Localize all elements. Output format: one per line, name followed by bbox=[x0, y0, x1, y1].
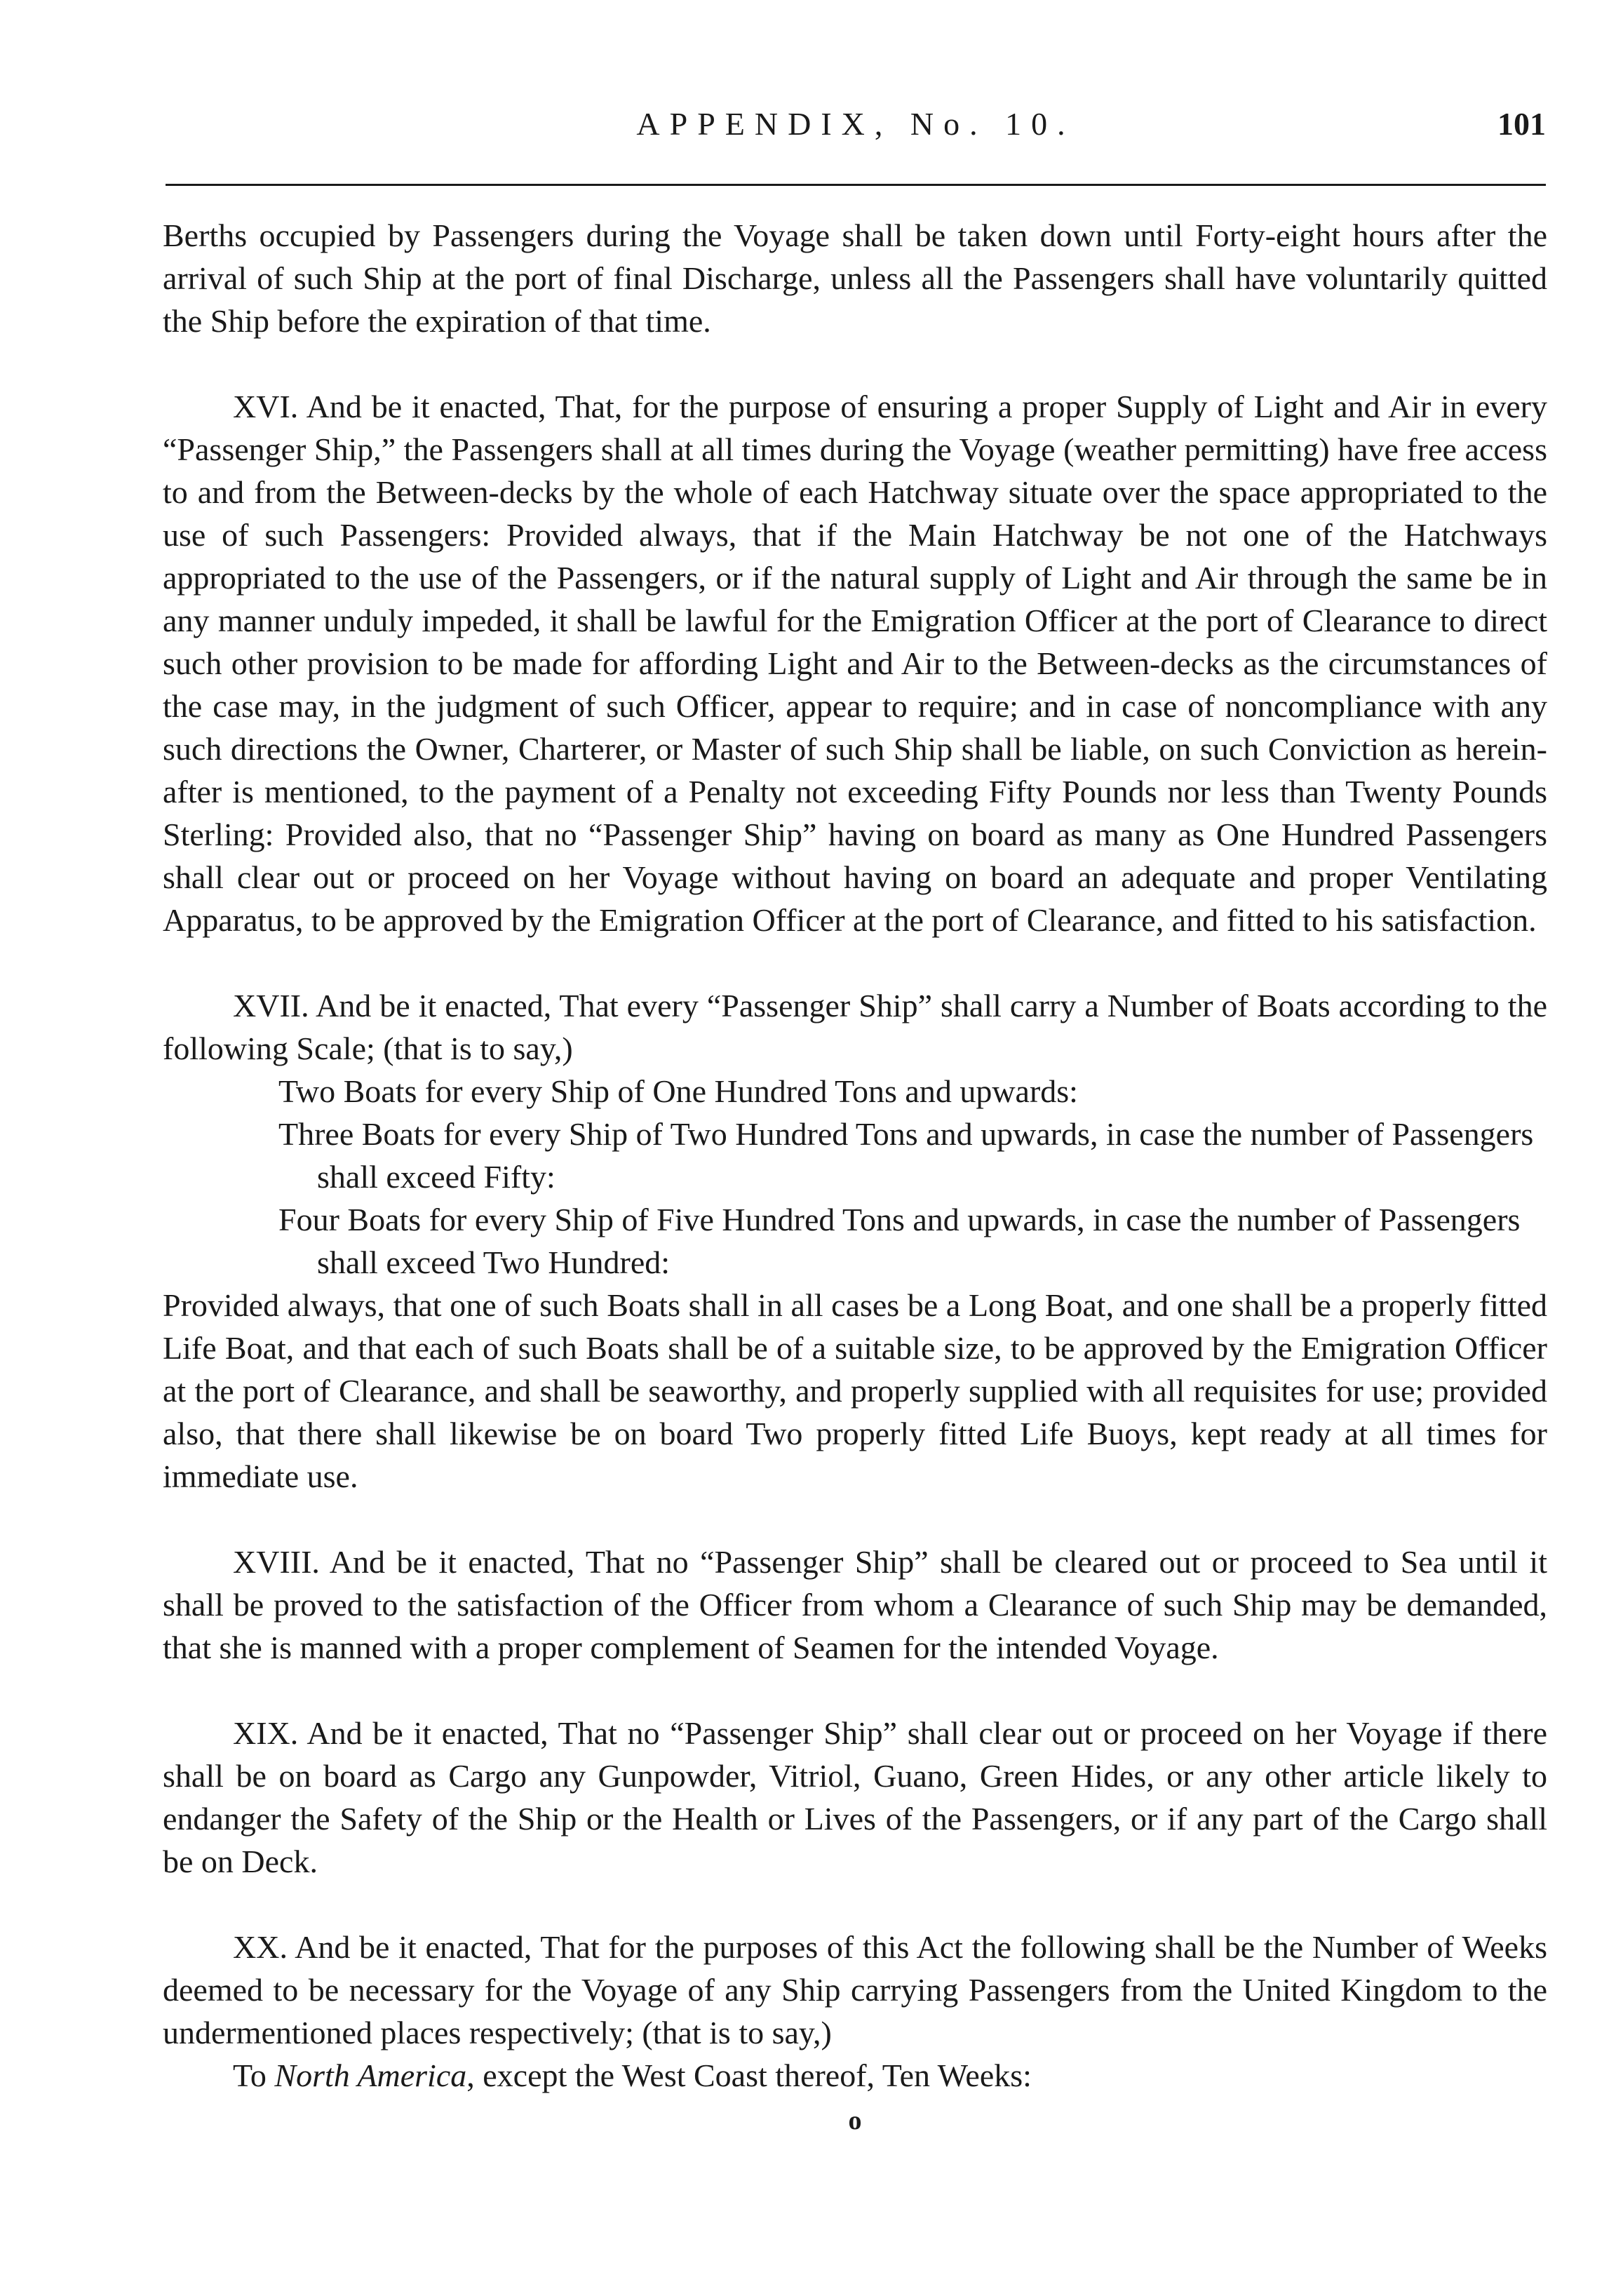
voyage-item-lead: To bbox=[233, 2057, 275, 2093]
page-header bbox=[166, 105, 1546, 154]
section-xix: XIX. And be it enacted, That no “Passenger Ship” shall clear out or proceed on her Voyage if there shall be on board as Cargo any Gunpowder, Vitriol, Guano, Green Hides, or any other article likely to endanger the Safety of the Ship or the Health or Lives of the Passengers, or if any part of the Cargo shall be on Deck. bbox=[163, 1715, 1547, 1879]
section-xx: XX. And be it enacted, That for the purposes of this Act the following shall be the Number of Weeks deemed to be necessary for the Voyage of any Ship carrying Passengers from the United Kingdom to the undermentioned places respectively; (that is to say,) bbox=[163, 1929, 1547, 2050]
header-rule bbox=[166, 184, 1546, 186]
voyage-item-rest: , except the West Coast thereof, Ten Weeks: bbox=[466, 2057, 1032, 2093]
running-title: APPENDIX, No. 10. bbox=[636, 106, 1075, 142]
section-xvii: XVII. And be it enacted, That every “Passenger Ship” shall carry a Number of Boats according to the following Scale; (that is to say,) bbox=[163, 988, 1547, 1066]
signature-mark: o bbox=[848, 2106, 862, 2135]
page-body bbox=[163, 214, 1547, 2142]
voyage-duration-item bbox=[163, 2054, 1547, 2097]
paragraph-continuation: Berths occupied by Passengers during the Voyage shall be taken down until Forty-eight hours after the arrival of such Ship at the port of final Discharge, unless all the Passengers shall have voluntarily quitted the Ship before the expiration of that time. bbox=[163, 217, 1547, 339]
boat-scale-item-2: Three Boats for every Ship of Two Hundred Tons and upwards, in case the number of Passengers shall exceed Fifty: bbox=[278, 1116, 1534, 1195]
page-number: 101 bbox=[1497, 106, 1546, 142]
voyage-item-place: North America bbox=[274, 2057, 467, 2093]
boat-scale-item-3: Four Boats for every Ship of Five Hundred Tons and upwards, in case the number of Passengers shall exceed Two Hundred: bbox=[278, 1202, 1521, 1280]
section-xvii-proviso: Provided always, that one of such Boats shall in all cases be a Long Boat, and one shall be a properly fitted Life Boat, and that each of such Boats shall be of a suitable size, to be approved by the Emigration Officer at the port of Clearance, and shall be seaworthy, and properly supplied with all requisites for use; provided also, that there shall likewise be on board Two properly fitted Life Buoys, kept ready at all times for immediate use. bbox=[163, 1287, 1547, 1494]
section-xvi: XVI. And be it enacted, That, for the purpose of ensuring a proper Supply of Light and Air in every “Passenger Ship,” the Passengers shall at all times during the Voyage (weather permitting) have free access to and from the Between-decks by the whole of each Hatchway situate over the space appropriated to the use of such Passengers: Provided always, that if the Main Hatchway be not one of the Hatchways appropriated to the use of the Passengers, or if the natural supply of Light and Air through the same be in any manner unduly impeded, it shall be lawful for the Emigration Officer at the port of Clearance to direct such other provision to be made for affording Light and Air to the Between-decks as the circumstances of the case may, in the judgment of such Officer, appear to require; and in case of noncompliance with any such directions the Owner, Charterer, or Master of such Ship shall be liable, on such Conviction as herein-after is mentioned, to the payment of a Penalty not exceeding Fifty Pounds nor less than Twenty Pounds Sterling: Provided also, that no “Passenger Ship” having on board as many as One Hundred Passengers shall clear out or proceed on her Voyage without having on board an adequate and proper Ventilating Apparatus, to be approved by the Emigration Officer at the port of Clearance, and fitted to his satisfaction. bbox=[163, 389, 1547, 938]
section-xviii: XVIII. And be it enacted, That no “Passenger Ship” shall be cleared out or proceed to Sea until it shall be proved to the satisfaction of the Officer from whom a Clearance of such Ship may be demanded, that she is manned with a proper complement of Seamen for the intended Voyage. bbox=[163, 1544, 1547, 1665]
boat-scale-item-1: Two Boats for every Ship of One Hundred Tons and upwards: bbox=[278, 1073, 1078, 1109]
